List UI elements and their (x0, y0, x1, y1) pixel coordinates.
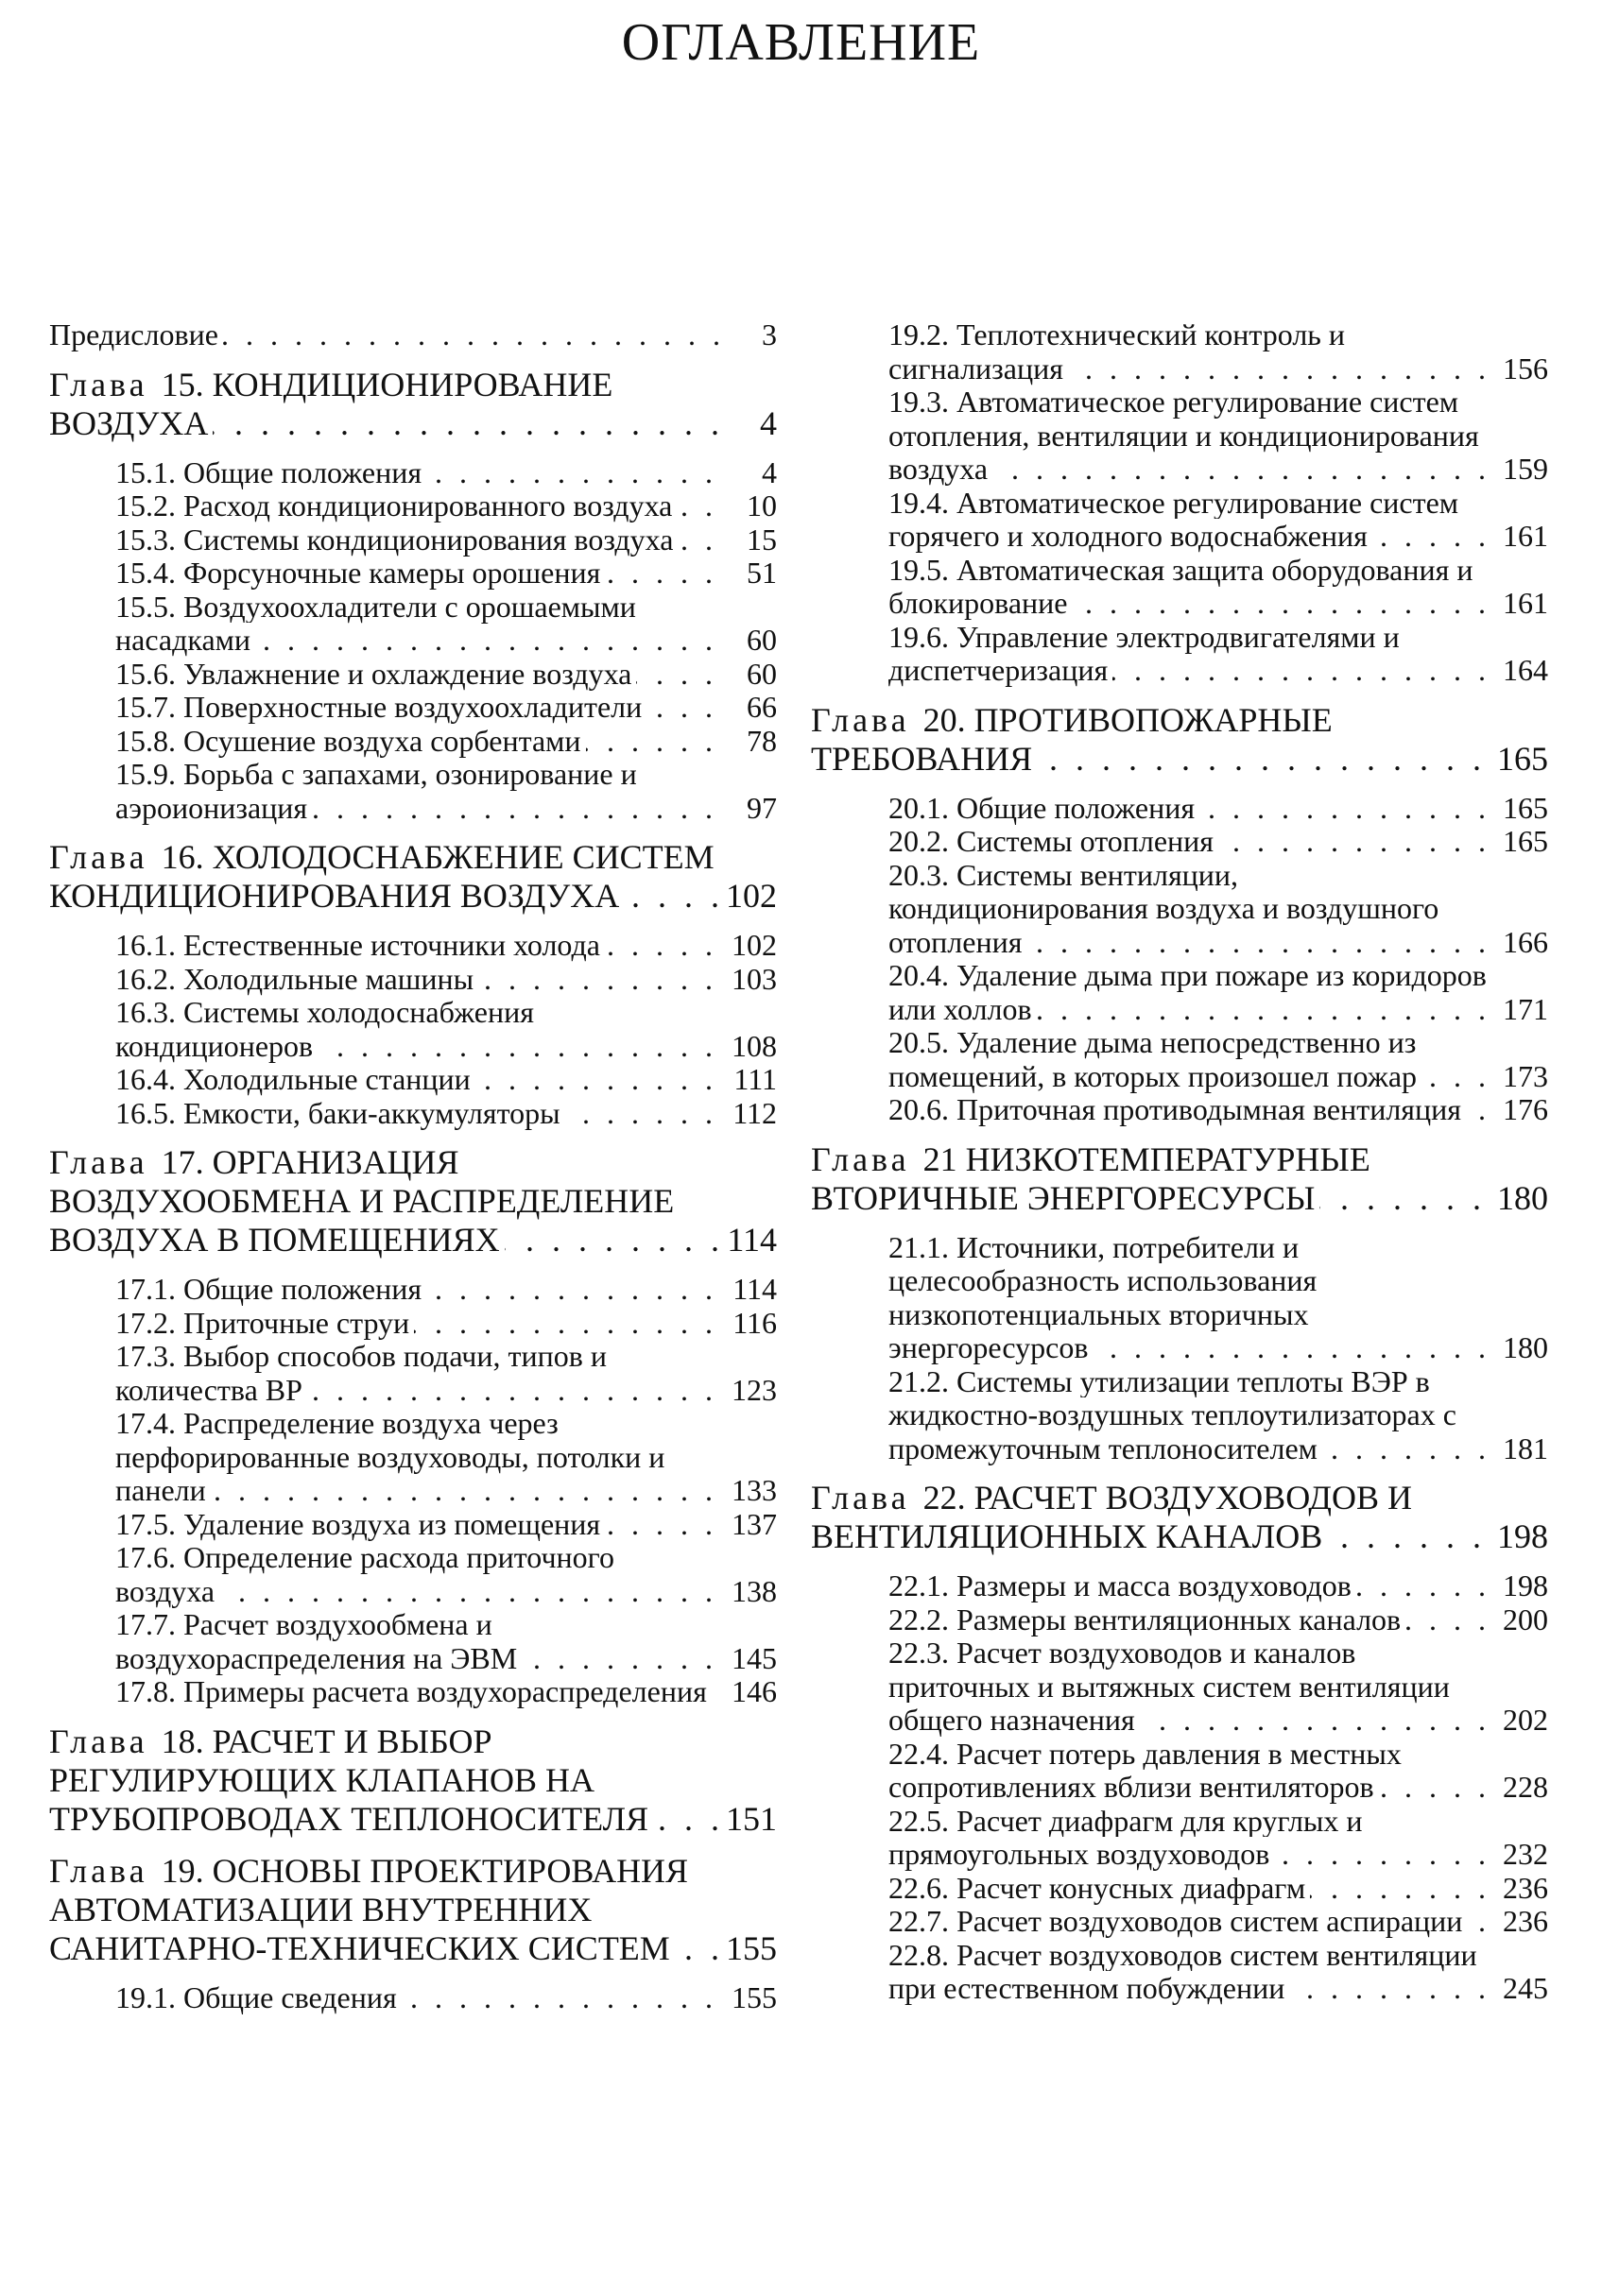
toc-entry-title (115, 1981, 718, 2015)
toc-page-number: 145 (732, 1640, 777, 1675)
toc-chapter-entry[interactable] (49, 1143, 777, 1259)
toc-section-entry[interactable] (49, 996, 777, 1063)
toc-section-entry[interactable] (49, 963, 777, 997)
toc-entry-text: 20.1. Общие положения (888, 792, 1199, 825)
toc-page-number: 161 (1503, 519, 1548, 553)
toc-page-number: 114 (727, 1221, 777, 1259)
toc-entry-title (888, 859, 1490, 960)
toc-entry-text: 22. РАСЧЕТ ВОЗДУХОВОДОВ И ВЕНТИЛЯЦИОННЫХ КАНАЛОВ (811, 1479, 1412, 1555)
toc-section-entry[interactable] (49, 691, 777, 725)
toc-section-entry[interactable] (49, 1340, 777, 1407)
toc-entry-title (888, 1738, 1490, 1805)
toc-left-column (49, 318, 777, 2014)
toc-section-entry[interactable] (49, 1981, 777, 2015)
toc-section-entry[interactable] (811, 554, 1548, 621)
toc-entry-title (115, 1307, 718, 1341)
toc-entry-text: 17.5. Удаление воздуха из помещения (115, 1508, 605, 1541)
toc-entry-text: 22.8. Расчет воздуховодов систем вентиляции при естественном побуждении (888, 1938, 1477, 2005)
toc-section-entry[interactable] (49, 557, 777, 591)
toc-section-entry[interactable] (811, 1026, 1548, 1093)
toc-section-entry[interactable] (811, 1905, 1548, 1939)
toc-entry-title (115, 591, 718, 658)
toc-section-entry[interactable] (811, 1636, 1548, 1738)
toc-entry-text: 21 НИЗКОТЕМПЕРАТУРНЫЕ ВТОРИЧНЫЕ ЭНЕРГОРЕСУРСЫ (811, 1139, 1370, 1217)
toc-section-entry[interactable] (811, 1872, 1548, 1906)
toc-entry-text: 20.3. Системы вентиляции, кондиционирования воздуха и воздушного отопления (888, 858, 1439, 959)
toc-entry-text: 22.7. Расчет воздуховодов систем аспирации (888, 1905, 1467, 1938)
toc-chapter-entry[interactable] (811, 1140, 1548, 1218)
toc-entry-text: 15.6. Увлажнение и охлаждение воздуха (115, 658, 636, 691)
toc-entry-text: 21.2. Системы утилизации теплоты ВЭР в жидкостно-воздушных теплоутилизаторах с промежуточным теплоносителем (888, 1364, 1456, 1465)
toc-entry-title (888, 1636, 1490, 1738)
toc-section-entry[interactable] (811, 1093, 1548, 1127)
chapter-label: Глава (49, 1852, 153, 1890)
toc-page-number: 60 (747, 623, 777, 657)
toc-entry-title (115, 996, 718, 1063)
toc-entry-title (115, 456, 718, 490)
toc-entry-text: 22.4. Расчет потерь давления в местных сопротивлениях вблизи вентиляторов (888, 1737, 1402, 1804)
toc-entry-title (49, 1852, 718, 1968)
toc-section-entry[interactable] (811, 792, 1548, 826)
toc-page-number: 60 (747, 656, 777, 691)
toc-page-number: 165 (1497, 739, 1548, 778)
toc-page-number: 133 (732, 1473, 777, 1507)
toc-page-number: 4 (760, 403, 777, 442)
toc-page-number: 202 (1503, 1703, 1548, 1737)
toc-page-number: 102 (732, 928, 777, 962)
toc-entry-text: 15. КОНДИЦИОНИРОВАНИЕ ВОЗДУХА (49, 365, 613, 442)
toc-page-number: 171 (1503, 991, 1548, 1026)
toc-section-entry[interactable] (49, 1608, 777, 1675)
toc-entry-text: 19.6. Управление электродвигателями и диспетчеризация (888, 620, 1400, 687)
toc-page-number: 173 (1503, 1058, 1548, 1093)
toc-chapter-entry[interactable] (49, 1852, 777, 1968)
chapter-label: Глава (49, 1722, 153, 1760)
toc-entry-title (888, 318, 1490, 386)
toc-page-number: 155 (726, 1928, 777, 1967)
chapter-label: Глава (49, 366, 153, 403)
toc-entry-text: 17.3. Выбор способов подачи, типов и количества ВР (115, 1340, 607, 1407)
toc-page-number: 232 (1503, 1837, 1548, 1871)
chapter-label: Глава (811, 701, 915, 739)
toc-entry-text: 15.2. Расход кондиционированного воздуха (115, 489, 677, 523)
toc-entry[interactable] (49, 318, 777, 352)
toc-entry-title (888, 386, 1490, 487)
toc-chapter-entry[interactable] (49, 366, 777, 443)
toc-page-number: 102 (726, 877, 777, 915)
toc-entry-text: 17.6. Определение расхода приточного воздуха (115, 1541, 614, 1608)
toc-section-entry[interactable] (811, 959, 1548, 1026)
toc-entry-text: 16.1. Естественные источники холода (115, 929, 605, 962)
toc-entry-text: 15.7. Поверхностные воздухоохладители (115, 691, 646, 724)
toc-page-number: 4 (762, 454, 777, 489)
toc-entry-title (115, 963, 718, 997)
toc-entry-text: 17.1. Общие положения (115, 1273, 426, 1306)
toc-section-entry[interactable] (49, 591, 777, 658)
toc-entry-text: 15.3. Системы кондиционирования воздуха (115, 523, 678, 557)
toc-page-number: 78 (747, 723, 777, 758)
toc-entry-text: 17. ОРГАНИЗАЦИЯ ВОЗДУХООБМЕНА И РАСПРЕДЕЛЕНИЕ ВОЗДУХА В ПОМЕЩЕНИЯХ (49, 1143, 675, 1259)
toc-page-number: 15 (747, 522, 777, 557)
toc-section-entry[interactable] (811, 487, 1548, 554)
toc-entry-text: 16.5. Емкости, баки-аккумуляторы (115, 1097, 565, 1130)
toc-entry-text: Предисловие (49, 318, 223, 351)
toc-chapter-entry[interactable] (49, 1722, 777, 1839)
toc-section-entry[interactable] (49, 1675, 777, 1709)
toc-section-entry[interactable] (49, 1307, 777, 1341)
toc-page-number: 51 (747, 556, 777, 590)
toc-section-entry[interactable] (811, 1231, 1548, 1365)
chapter-label: Глава (49, 838, 153, 876)
toc-entry-text: 22.1. Размеры и масса воздуховодов (888, 1569, 1356, 1602)
toc-page-number: 245 (1503, 1971, 1548, 2005)
toc-entry-title (888, 1093, 1490, 1127)
toc-page-number: 181 (1503, 1431, 1548, 1465)
toc-page-number: 165 (1503, 824, 1548, 858)
toc-entry-text: 22.6. Расчет конусных диафрагм (888, 1872, 1310, 1905)
toc-entry-title (888, 1805, 1490, 1872)
toc-entry-title (49, 1143, 718, 1259)
toc-entry-title (115, 1097, 718, 1131)
toc-entry-title (115, 1508, 718, 1542)
toc-section-entry[interactable] (811, 1603, 1548, 1637)
toc-entry-title (811, 1140, 1490, 1218)
toc-section-entry[interactable] (49, 1541, 777, 1608)
toc-entry-text: 20.5. Удаление дыма непосредственно из помещений, в которых произошел пожар (888, 1026, 1421, 1093)
toc-entry-title (888, 1026, 1490, 1093)
toc-page-number: 123 (732, 1372, 777, 1407)
toc-entry-title (115, 1675, 718, 1709)
toc-entry-text: 16. ХОЛОДОСНАБЖЕНИЕ СИСТЕМ КОНДИЦИОНИРОВАНИЯ ВОЗДУХА (49, 838, 715, 915)
toc-page-number: 198 (1503, 1568, 1548, 1602)
toc-section-entry[interactable] (49, 929, 777, 963)
toc-entry-title (888, 959, 1490, 1026)
toc-section-entry[interactable] (49, 523, 777, 557)
toc-section-entry[interactable] (811, 621, 1548, 688)
toc-entry-text: 15.5. Воздухоохладители с орошаемыми насадками (115, 590, 636, 657)
toc-entry-text: 16.3. Системы холодоснабжения кондиционеров (115, 996, 534, 1063)
toc-page-number: 103 (732, 961, 777, 996)
toc-entry-text: 16.4. Холодильные станции (115, 1063, 475, 1096)
toc-section-entry[interactable] (811, 318, 1548, 386)
toc-entry-title (888, 1939, 1490, 2006)
toc-entry-title (888, 1231, 1490, 1365)
toc-entry-text: 17.4. Распределение воздуха через перфорированные воздуховоды, потолки и панели (115, 1407, 665, 1507)
toc-section-entry[interactable] (49, 1508, 777, 1542)
toc-entry-text: 17.2. Приточные струи (115, 1307, 414, 1340)
toc-entry-title (888, 825, 1490, 859)
chapter-label: Глава (811, 1140, 915, 1178)
toc-page-number: 198 (1497, 1517, 1548, 1555)
toc-page-number: 236 (1503, 1870, 1548, 1905)
toc-entry-text: 16.2. Холодильные машины (115, 963, 478, 996)
toc-entry-title (115, 658, 718, 692)
toc-section-entry[interactable] (811, 1738, 1548, 1805)
toc-entry-title (115, 557, 718, 591)
toc-page-number: 112 (732, 1095, 777, 1130)
toc-section-entry[interactable] (811, 386, 1548, 487)
toc-entry-text: 22.2. Размеры вентиляционных каналов (888, 1603, 1405, 1636)
toc-entry-title (115, 1541, 718, 1608)
toc-entry-text: 21.1. Источники, потребители и целесообразность использования низкопотенциальных вторичных энергоресурсов (888, 1230, 1318, 1364)
toc-entry-title (115, 1273, 718, 1307)
toc-entry-title (888, 1603, 1490, 1637)
toc-entry-title (888, 487, 1490, 554)
toc-entry-text: 17.7. Расчет воздухообмена и воздухораспределения на ЭВМ (115, 1608, 522, 1675)
toc-page-number: 114 (732, 1272, 777, 1306)
toc-page-number: 156 (1503, 351, 1548, 386)
toc-entry-text: 15.1. Общие положения (115, 456, 426, 489)
toc-page-number: 161 (1503, 586, 1548, 620)
toc-page-number: 228 (1503, 1770, 1548, 1804)
toc-section-entry[interactable] (49, 1063, 777, 1097)
toc-section-entry[interactable] (49, 725, 777, 759)
toc-page-number: 165 (1503, 790, 1548, 825)
toc-page-number: 111 (733, 1062, 777, 1096)
toc-page-number: 108 (732, 1028, 777, 1063)
toc-entry-title (115, 1340, 718, 1407)
page-title: ОГЛАВЛЕНИЕ (621, 13, 981, 72)
toc-entry-title (888, 1365, 1490, 1466)
toc-page-number: 137 (732, 1506, 777, 1541)
toc-entry-text: 20. ПРОТИВОПОЖАРНЫЕ ТРЕБОВАНИЯ (811, 700, 1333, 778)
toc-entry-title (888, 621, 1490, 688)
toc-entry-title (888, 1905, 1490, 1939)
toc-section-entry[interactable] (811, 825, 1548, 859)
toc-section-entry[interactable] (49, 1273, 777, 1307)
toc-section-entry[interactable] (49, 658, 777, 692)
toc-entry-title (115, 1407, 718, 1508)
toc-entry-text: 22.5. Расчет диафрагм для круглых и прямоугольных воздуховодов (888, 1804, 1363, 1871)
toc-entry-title (888, 1569, 1490, 1603)
toc-entry-text: 19.5. Автоматическая защита оборудования и блокирование (888, 553, 1473, 620)
toc-page-number: 138 (732, 1573, 777, 1608)
toc-entry-title (115, 929, 718, 963)
toc-entry-text: 19.1. Общие сведения (115, 1981, 402, 2014)
toc-entry-title (115, 1063, 718, 1097)
toc-section-entry[interactable] (811, 1569, 1548, 1603)
toc-page-number: 159 (1503, 452, 1548, 486)
toc-entry-title (888, 792, 1490, 826)
toc-entry-text: 15.8. Осушение воздуха сорбентами (115, 725, 586, 758)
toc-page-number: 166 (1503, 924, 1548, 959)
toc-entry-text: 15.4. Форсуночные камеры орошения (115, 557, 605, 590)
toc-entry-text: 20.6. Приточная противодымная вентиляция (888, 1093, 1466, 1126)
toc-entry-title (115, 523, 718, 557)
toc-page-number: 151 (726, 1799, 777, 1838)
toc-entry-title (115, 758, 718, 825)
toc-section-entry[interactable] (811, 1805, 1548, 1872)
toc-page-number: 180 (1497, 1178, 1548, 1217)
toc-section-entry[interactable] (811, 1365, 1548, 1466)
toc-page-number: 164 (1503, 653, 1548, 687)
toc-chapter-entry[interactable] (811, 701, 1548, 779)
toc-section-entry[interactable] (49, 489, 777, 523)
toc-entry-title (888, 1872, 1490, 1906)
toc-section-entry[interactable] (811, 1939, 1548, 2006)
toc-entry-title (888, 554, 1490, 621)
toc-entry-text: 22.3. Расчет воздуховодов и каналов приточных и вытяжных систем вентиляции общего назначения (888, 1636, 1450, 1737)
toc-page-number: 176 (1503, 1092, 1548, 1126)
toc-entry-title (115, 691, 718, 725)
toc-page-number: 155 (732, 1979, 777, 2014)
toc-entry-text: 19.4. Автоматическое регулирование систем горячего и холодного водоснабжения (888, 486, 1459, 553)
toc-entry-text: 18. РАСЧЕТ И ВЫБОР РЕГУЛИРУЮЩИХ КЛАПАНОВ НА ТРУБОПРОВОДАХ ТЕПЛОНОСИТЕЛЯ (49, 1722, 653, 1838)
toc-section-entry[interactable] (811, 859, 1548, 960)
toc-entry-title (811, 701, 1490, 779)
toc-entry-text: 15.9. Борьба с запахами, озонирование и аэроионизация (115, 758, 637, 825)
toc-section-entry[interactable] (49, 1097, 777, 1131)
toc-entry-title (115, 725, 718, 759)
toc-chapter-entry[interactable] (811, 1479, 1548, 1556)
toc-entry-text: 19.3. Автоматическое регулирование систем отопления, вентиляции и кондиционирования воздуха (888, 386, 1479, 486)
toc-page-number: 97 (747, 790, 777, 825)
toc-page-number: 236 (1503, 1904, 1548, 1938)
toc-chapter-entry[interactable] (49, 838, 777, 916)
toc-right-column (811, 318, 1548, 2006)
toc-page-number: 66 (747, 690, 777, 724)
toc-page-number: 146 (732, 1674, 777, 1708)
toc-section-entry[interactable] (49, 758, 777, 825)
toc-entry-title (811, 1479, 1490, 1556)
toc-entry-title (115, 489, 718, 523)
toc-page-number: 180 (1503, 1330, 1548, 1364)
chapter-label: Глава (49, 1143, 153, 1181)
toc-page-number: 10 (747, 488, 777, 523)
toc-entry-text: 20.2. Системы отопления (888, 825, 1218, 858)
toc-entry-title (49, 366, 718, 443)
toc-entry-title (115, 1608, 718, 1675)
toc-page-number: 116 (732, 1305, 777, 1340)
toc-entry-text: 19.2. Теплотехнический контроль и сигнализация (888, 318, 1345, 386)
toc-entry-title (49, 318, 718, 352)
toc-entry-text: 17.8. Примеры расчета воздухораспределения (115, 1675, 712, 1708)
toc-entry-text: 20.4. Удаление дыма при пожаре из коридоров или холлов (888, 959, 1487, 1026)
toc-section-entry[interactable] (49, 1407, 777, 1508)
toc-page-number: 200 (1503, 1602, 1548, 1636)
toc-entry-title (49, 838, 718, 916)
toc-page-number: 3 (762, 317, 777, 351)
chapter-label: Глава (811, 1479, 915, 1516)
toc-entry-title (49, 1722, 718, 1839)
toc-section-entry[interactable] (49, 456, 777, 490)
toc-entry-text: 19. ОСНОВЫ ПРОЕКТИРОВАНИЯ АВТОМАТИЗАЦИИ ВНУТРЕННИХ САНИТАРНО-ТЕХНИЧЕСКИХ СИСТЕМ (49, 1851, 689, 1967)
